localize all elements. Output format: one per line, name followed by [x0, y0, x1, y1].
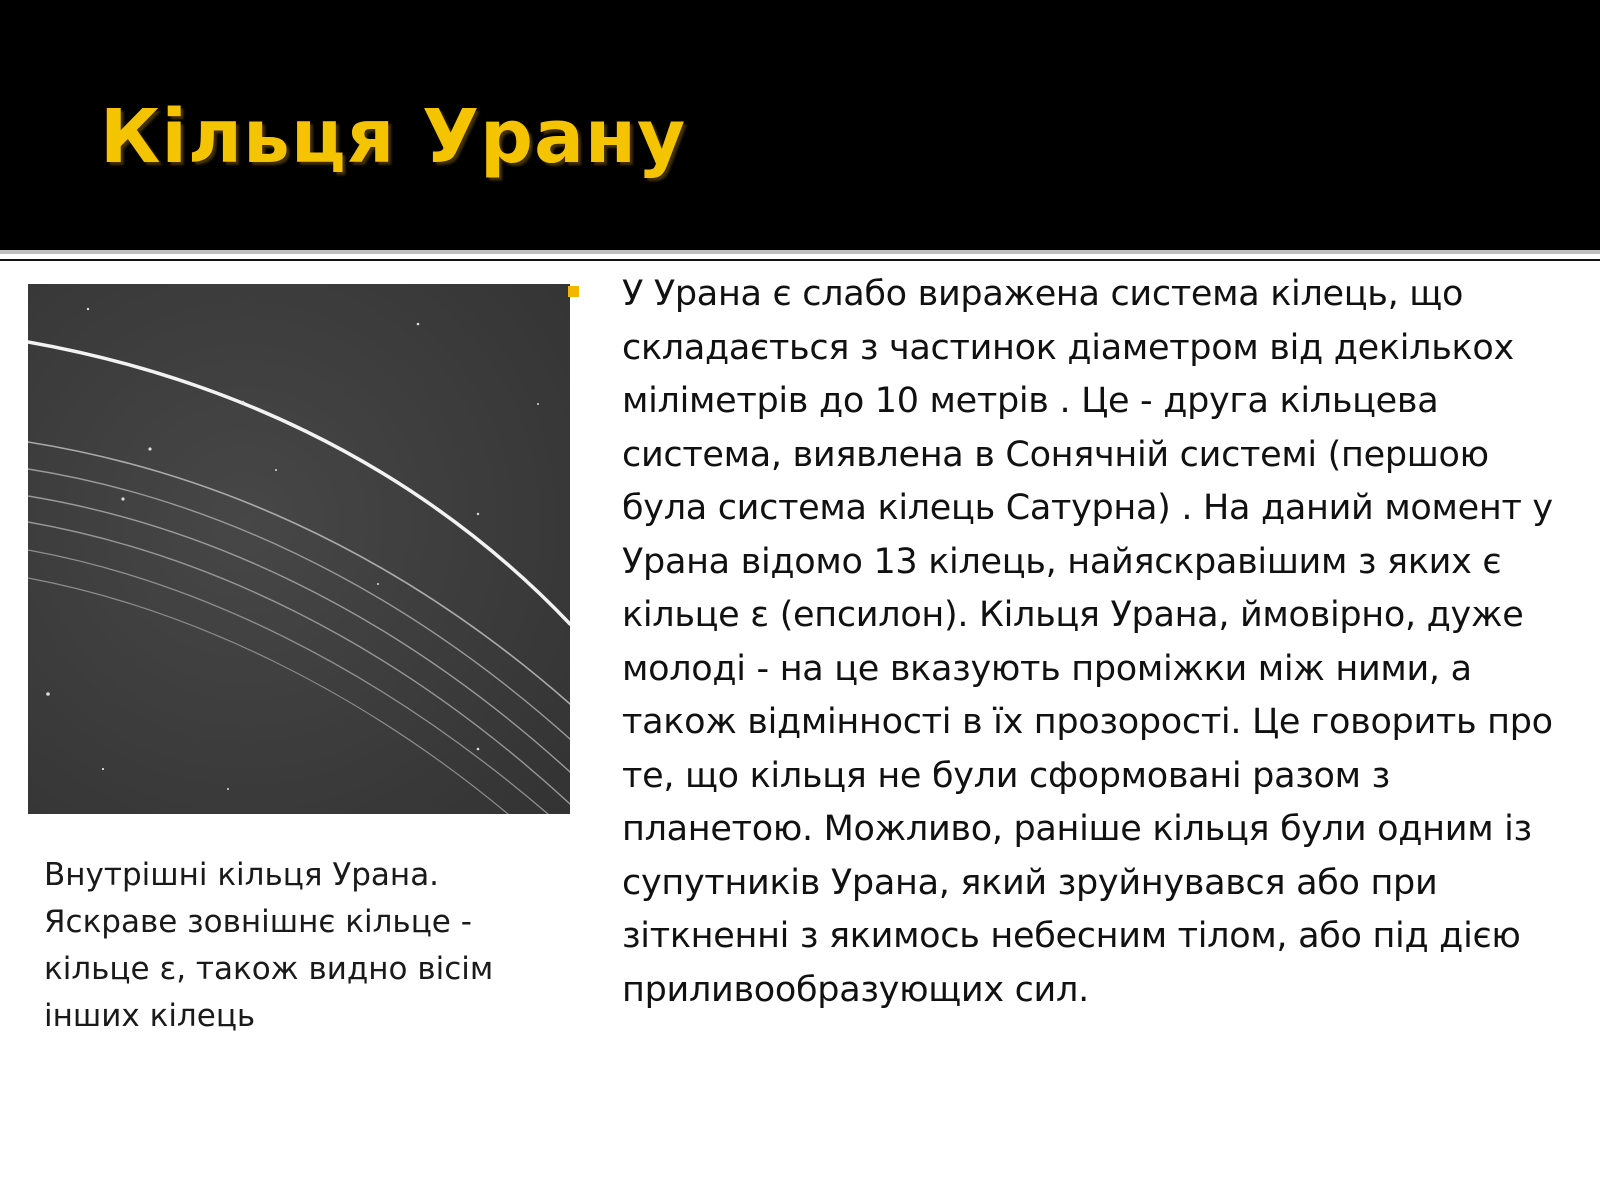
divider-line [0, 250, 1600, 254]
slide-title: Кільця Урану [100, 94, 687, 180]
divider-line-thin [0, 259, 1600, 261]
photo-caption: Внутрішні кільця Урана. Яскраве зовнішнє кільце - кільце ε, також видно вісім інших кілець [44, 857, 494, 1034]
title-bar [0, 0, 1600, 250]
uranus-rings-photo [28, 284, 570, 814]
body-paragraph: У Урана є слабо виражена система кілець, що складається з частинок діаметром від декількох міліметрів до 10 метрів . Це - друга кільцева система, виявлена в Сонячній системі (першою була система кілець Сатурна) . На даний момент у Урана відомо 13 кілець, найяскравішим з яких є кільце ε (епсилон). Кільця Урана, ймовірно, дуже молоді - на це вказують проміжки між ними, а також відмінності в їх прозорості. Це говорить про те, що кільця не були сформовані разом з планетою. Можливо, раніше кільця були одним із супутників Урана, який зруйнувався або при зіткненні з якимось небесним тілом, або під дією приливообразующих сил. [622, 274, 1553, 1010]
bullet-marker [568, 286, 579, 297]
